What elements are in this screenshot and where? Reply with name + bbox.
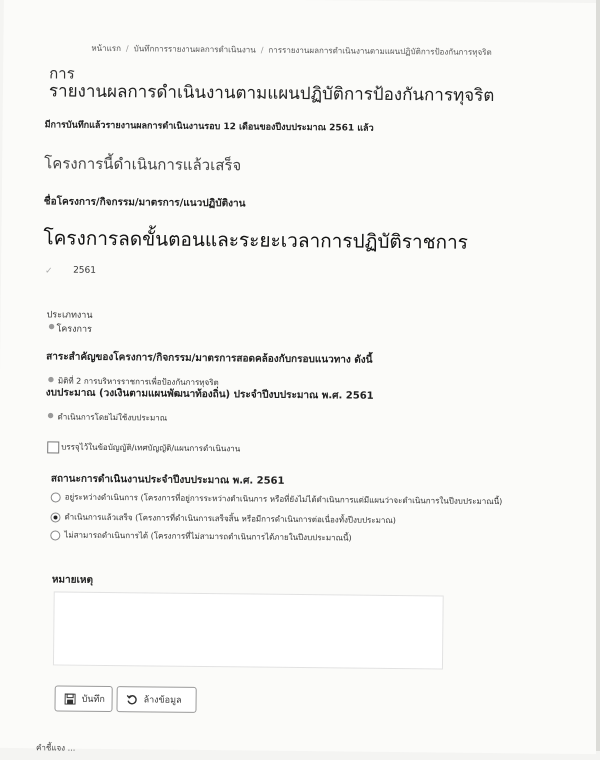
floppy-disk-icon xyxy=(65,693,76,704)
budget-value: ดำเนินการโดยไม่ใช้งบประมาณ xyxy=(57,412,168,423)
budget-label: งบประมาณ (วงเงินตามแผนพัฒนาท้องถิ่น) ประจำปีงบประมาณ พ.ศ. 2561 xyxy=(45,387,374,402)
page-title: รายงานผลการดำเนินงานตามแผนปฏิบัติการป้องกันการทุจริต xyxy=(48,81,495,107)
essence-label: สาระสำคัญของโครงการ/กิจกรรม/มาตรการสอดคล้องกับกรอบแนวทาง ดังนี้ xyxy=(46,351,373,366)
status-label-completed[interactable]: ดำเนินการแล้วเสร็จ (โครงการที่ดำเนินการเสร็จสิ้น หรือมีการดำเนินการต่อเนื่องทั้งปีงบประมาณ) xyxy=(64,512,397,526)
status-radio-completed[interactable] xyxy=(50,512,60,522)
fiscal-year: 2561 xyxy=(73,265,97,276)
check-icon: ✓ xyxy=(45,266,53,277)
breadcrumb-current: การรายงานผลการดำเนินงานตามแผนปฏิบัติการป้องกันการทุจริต xyxy=(268,45,492,57)
saved-message: มีการบันทึกแล้วรายงานผลการดำเนินงานรอบ 12 เดือนของปีงบประมาณ 2561 แล้ว xyxy=(44,120,374,134)
breadcrumb-home[interactable]: หน้าแรก xyxy=(91,43,121,54)
bullet-icon: ● xyxy=(48,322,55,331)
strategy-value: มิติที่ 2 การบริหารราชการเพื่อป้องกันการทุจริต xyxy=(57,376,219,388)
footer-note: คำชี้แจง ... xyxy=(36,743,76,753)
status-label-not-possible[interactable]: ไม่สามารถดำเนินการได้ (โครงการที่ไม่สามารถดำเนินการได้ภายในปีงบประมาณนี้) xyxy=(64,530,352,543)
breadcrumb: หน้าแรก / บันทึกการรายงานผลการดำเนินงาน / การรายงานผลการดำเนินงานตามแผนปฏิบัติการป้องกันการทุจริต xyxy=(91,43,492,57)
project-name: โครงการลดขั้นตอนและระยะเวลาการปฏิบัติราชการ xyxy=(43,227,469,254)
project-name-label: ชื่อโครงการ/กิจกรรม/มาตรการ/แนวปฏิบัติงาน xyxy=(43,196,246,210)
project-status-text: โครงการนี้ดำเนินการแล้วเสร็จ xyxy=(44,154,242,175)
page-title-line1: การ xyxy=(49,64,75,83)
clear-button[interactable] xyxy=(116,686,196,713)
bullet-icon: ● xyxy=(47,375,55,384)
type-label: ประเภทงาน xyxy=(46,310,93,321)
status-radio-in-progress[interactable] xyxy=(51,492,61,502)
type-value: โครงการ xyxy=(56,324,92,335)
remark-label: หมายเหตุ xyxy=(51,574,94,586)
status-label-in-progress[interactable]: อยู่ระหว่างดำเนินการ (โครงการที่อยู่การระหว่างดำเนินการ หรือที่ยังไม่ได้ดำเนินการแต่มีแผนว่าจะดำเนินการในปีงบประมาณนี้) xyxy=(64,492,503,507)
breadcrumb-report-log[interactable]: บันทึกการรายงานผลการดำเนินงาน xyxy=(133,44,256,55)
status-radio-not-possible[interactable] xyxy=(50,530,60,540)
clear-button-label: ล้างข้อมูล xyxy=(143,695,182,706)
bullet-icon: ● xyxy=(47,411,54,420)
status-header: สถานะการดำเนินงานประจำปีงบประมาณ พ.ศ. 2561 xyxy=(50,473,285,487)
plan-included-label[interactable]: บรรจุไว้ในข้อบัญญัติ/เทศบัญญัติ/แผนการดำเนินงาน xyxy=(61,442,241,454)
remark-textarea[interactable] xyxy=(53,591,444,669)
reset-icon xyxy=(127,694,138,705)
plan-included-checkbox[interactable] xyxy=(47,441,59,453)
scan-edge xyxy=(596,0,600,751)
save-button[interactable] xyxy=(54,685,112,712)
save-button-label: บันทึก xyxy=(81,694,105,705)
